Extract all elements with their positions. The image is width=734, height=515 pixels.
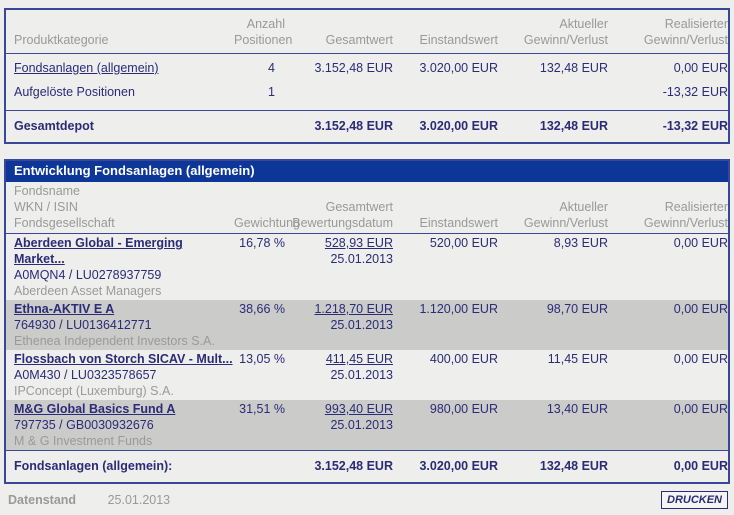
datenstand-value: 25.01.2013	[107, 493, 171, 507]
table-row-gesamtdepot	[6, 111, 728, 142]
fund-realized: 0,00 EUR	[673, 402, 728, 416]
fonds-summary-gesamtwert: 3.152,48 EUR	[314, 459, 393, 473]
fonds-summary-gewinn: 132,48 EUR	[539, 459, 608, 473]
header-aktueller-gewinn-verlust: Aktueller Gewinn/Verlust	[523, 17, 608, 47]
fund-name-link[interactable]: Flossbach von Storch SICAV - Mult...	[14, 352, 233, 366]
gesamtdepot-label: Gesamtdepot	[14, 119, 94, 133]
header-gesamtwert-bewertungsdatum: Gesamtwert Bewertungsdatum	[292, 200, 393, 230]
fund-gain: 98,70 EUR	[546, 302, 608, 316]
count-value: 1	[268, 85, 275, 99]
aufgeloeste-label: Aufgelöste Positionen	[14, 85, 135, 99]
fund-weight: 16,78 %	[239, 236, 285, 250]
fund-valuation-date: 25.01.2013	[330, 252, 393, 266]
header-gesamtwert: Gesamtwert	[325, 33, 393, 47]
datenstand-label: Datenstand	[8, 493, 77, 507]
fund-valuation-date: 25.01.2013	[330, 418, 393, 432]
datenstand	[8, 493, 170, 507]
fonds-summary-label: Fondsanlagen (allgemein):	[14, 459, 173, 473]
gesamtwert-total: 3.152,48 EUR	[314, 119, 393, 133]
fund-gain: 8,93 EUR	[553, 236, 608, 250]
header-fondsname-wkn-gesellschaft: Fondsname WKN / ISIN Fondsgesellschaft	[14, 184, 115, 230]
fund-wkn-isin: A0M430 / LU0323578657	[14, 368, 157, 382]
gewinn-value: 132,48 EUR	[539, 61, 608, 75]
fonds-detail-table	[4, 159, 730, 484]
fund-cost: 1.120,00 EUR	[419, 302, 498, 316]
fondsanlagen-link[interactable]: Fondsanlagen (allgemein)	[14, 61, 159, 75]
fund-weight: 31,51 %	[239, 402, 285, 416]
fonds-summary-realisiert: 0,00 EUR	[673, 459, 728, 473]
fund-realized: 0,00 EUR	[673, 236, 728, 250]
fund-wkn-isin: 797735 / GB0030932676	[14, 418, 154, 432]
fund-wkn-isin: 764930 / LU0136412771	[14, 318, 152, 332]
fund-realized: 0,00 EUR	[673, 302, 728, 316]
fund-gain: 13,40 EUR	[546, 402, 608, 416]
fonds-summary-einstandswert: 3.020,00 EUR	[419, 459, 498, 473]
header-realisierter-gewinn-verlust: Realisierter Gewinn/Verlust	[643, 200, 728, 230]
fund-cost: 980,00 EUR	[429, 402, 498, 416]
header-aktueller-gewinn-verlust: Aktueller Gewinn/Verlust	[523, 200, 608, 230]
fund-weight: 13,05 %	[239, 352, 285, 366]
fund-gain: 11,45 EUR	[547, 352, 608, 366]
fund-name-link[interactable]: Aberdeen Global - Emerging Market...	[14, 236, 183, 266]
fund-value-link[interactable]: 993,40 EUR	[324, 402, 393, 416]
fund-name-link[interactable]: Ethna-AKTIV E A	[14, 302, 115, 316]
gesamtwert-value: 3.152,48 EUR	[314, 61, 393, 75]
gewinn-total: 132,48 EUR	[539, 119, 608, 133]
page-footer	[8, 491, 728, 509]
header-gewichtung: Gewichtung	[234, 216, 301, 230]
einstandswert-total: 3.020,00 EUR	[419, 119, 498, 133]
fonds-detail-header-row	[6, 182, 728, 233]
header-produktkategorie: Produktkategorie	[14, 33, 109, 47]
realisiert-value: 0,00 EUR	[673, 61, 728, 75]
table-row-aufgeloeste	[6, 82, 728, 106]
fund-valuation-date: 25.01.2013	[330, 318, 393, 332]
print-button[interactable]: DRUCKEN	[661, 491, 728, 509]
fund-company: IPConcept (Luxemburg) S.A.	[14, 384, 174, 398]
fund-name-link[interactable]: M&G Global Basics Fund A	[14, 402, 176, 416]
realisiert-total: -13,32 EUR	[662, 119, 728, 133]
fund-company: Aberdeen Asset Managers	[14, 284, 162, 298]
depot-overview-header-row	[6, 10, 728, 53]
fund-value-link[interactable]: 1.218,70 EUR	[314, 302, 393, 316]
fund-row-ethna	[6, 300, 728, 350]
fund-valuation-date: 25.01.2013	[330, 368, 393, 382]
header-realisierter-gewinn-verlust: Realisierter Gewinn/Verlust	[643, 17, 728, 47]
fonds-summary-row	[6, 451, 728, 482]
table-row-fondsanlagen	[6, 54, 728, 82]
realisiert-value: -13,32 EUR	[662, 85, 728, 99]
fund-row-mg-global	[6, 400, 728, 450]
fund-row-aberdeen	[6, 234, 728, 300]
fund-realized: 0,00 EUR	[673, 352, 728, 366]
header-anzahl-positionen: Anzahl Positionen	[234, 17, 293, 47]
depot-overview-table	[4, 8, 730, 144]
fund-company: M & G Investment Funds	[14, 434, 153, 448]
einstandswert-value: 3.020,00 EUR	[419, 61, 498, 75]
fund-row-flossbach	[6, 350, 728, 400]
fund-value-link[interactable]: 528,93 EUR	[324, 236, 393, 250]
fund-cost: 520,00 EUR	[429, 236, 498, 250]
fund-weight: 38,66 %	[239, 302, 285, 316]
fund-company: Ethenea Independent Investors S.A.	[14, 334, 215, 348]
header-einstandswert: Einstandswert	[419, 33, 498, 47]
count-value: 4	[268, 61, 275, 75]
header-einstandswert: Einstandswert	[419, 216, 498, 230]
fund-cost: 400,00 EUR	[429, 352, 498, 366]
fund-value-link[interactable]: 411,45 EUR	[325, 352, 393, 366]
section-title-bar: Entwicklung Fondsanlagen (allgemein)	[6, 161, 728, 182]
fund-wkn-isin: A0MQN4 / LU0278937759	[14, 268, 162, 282]
